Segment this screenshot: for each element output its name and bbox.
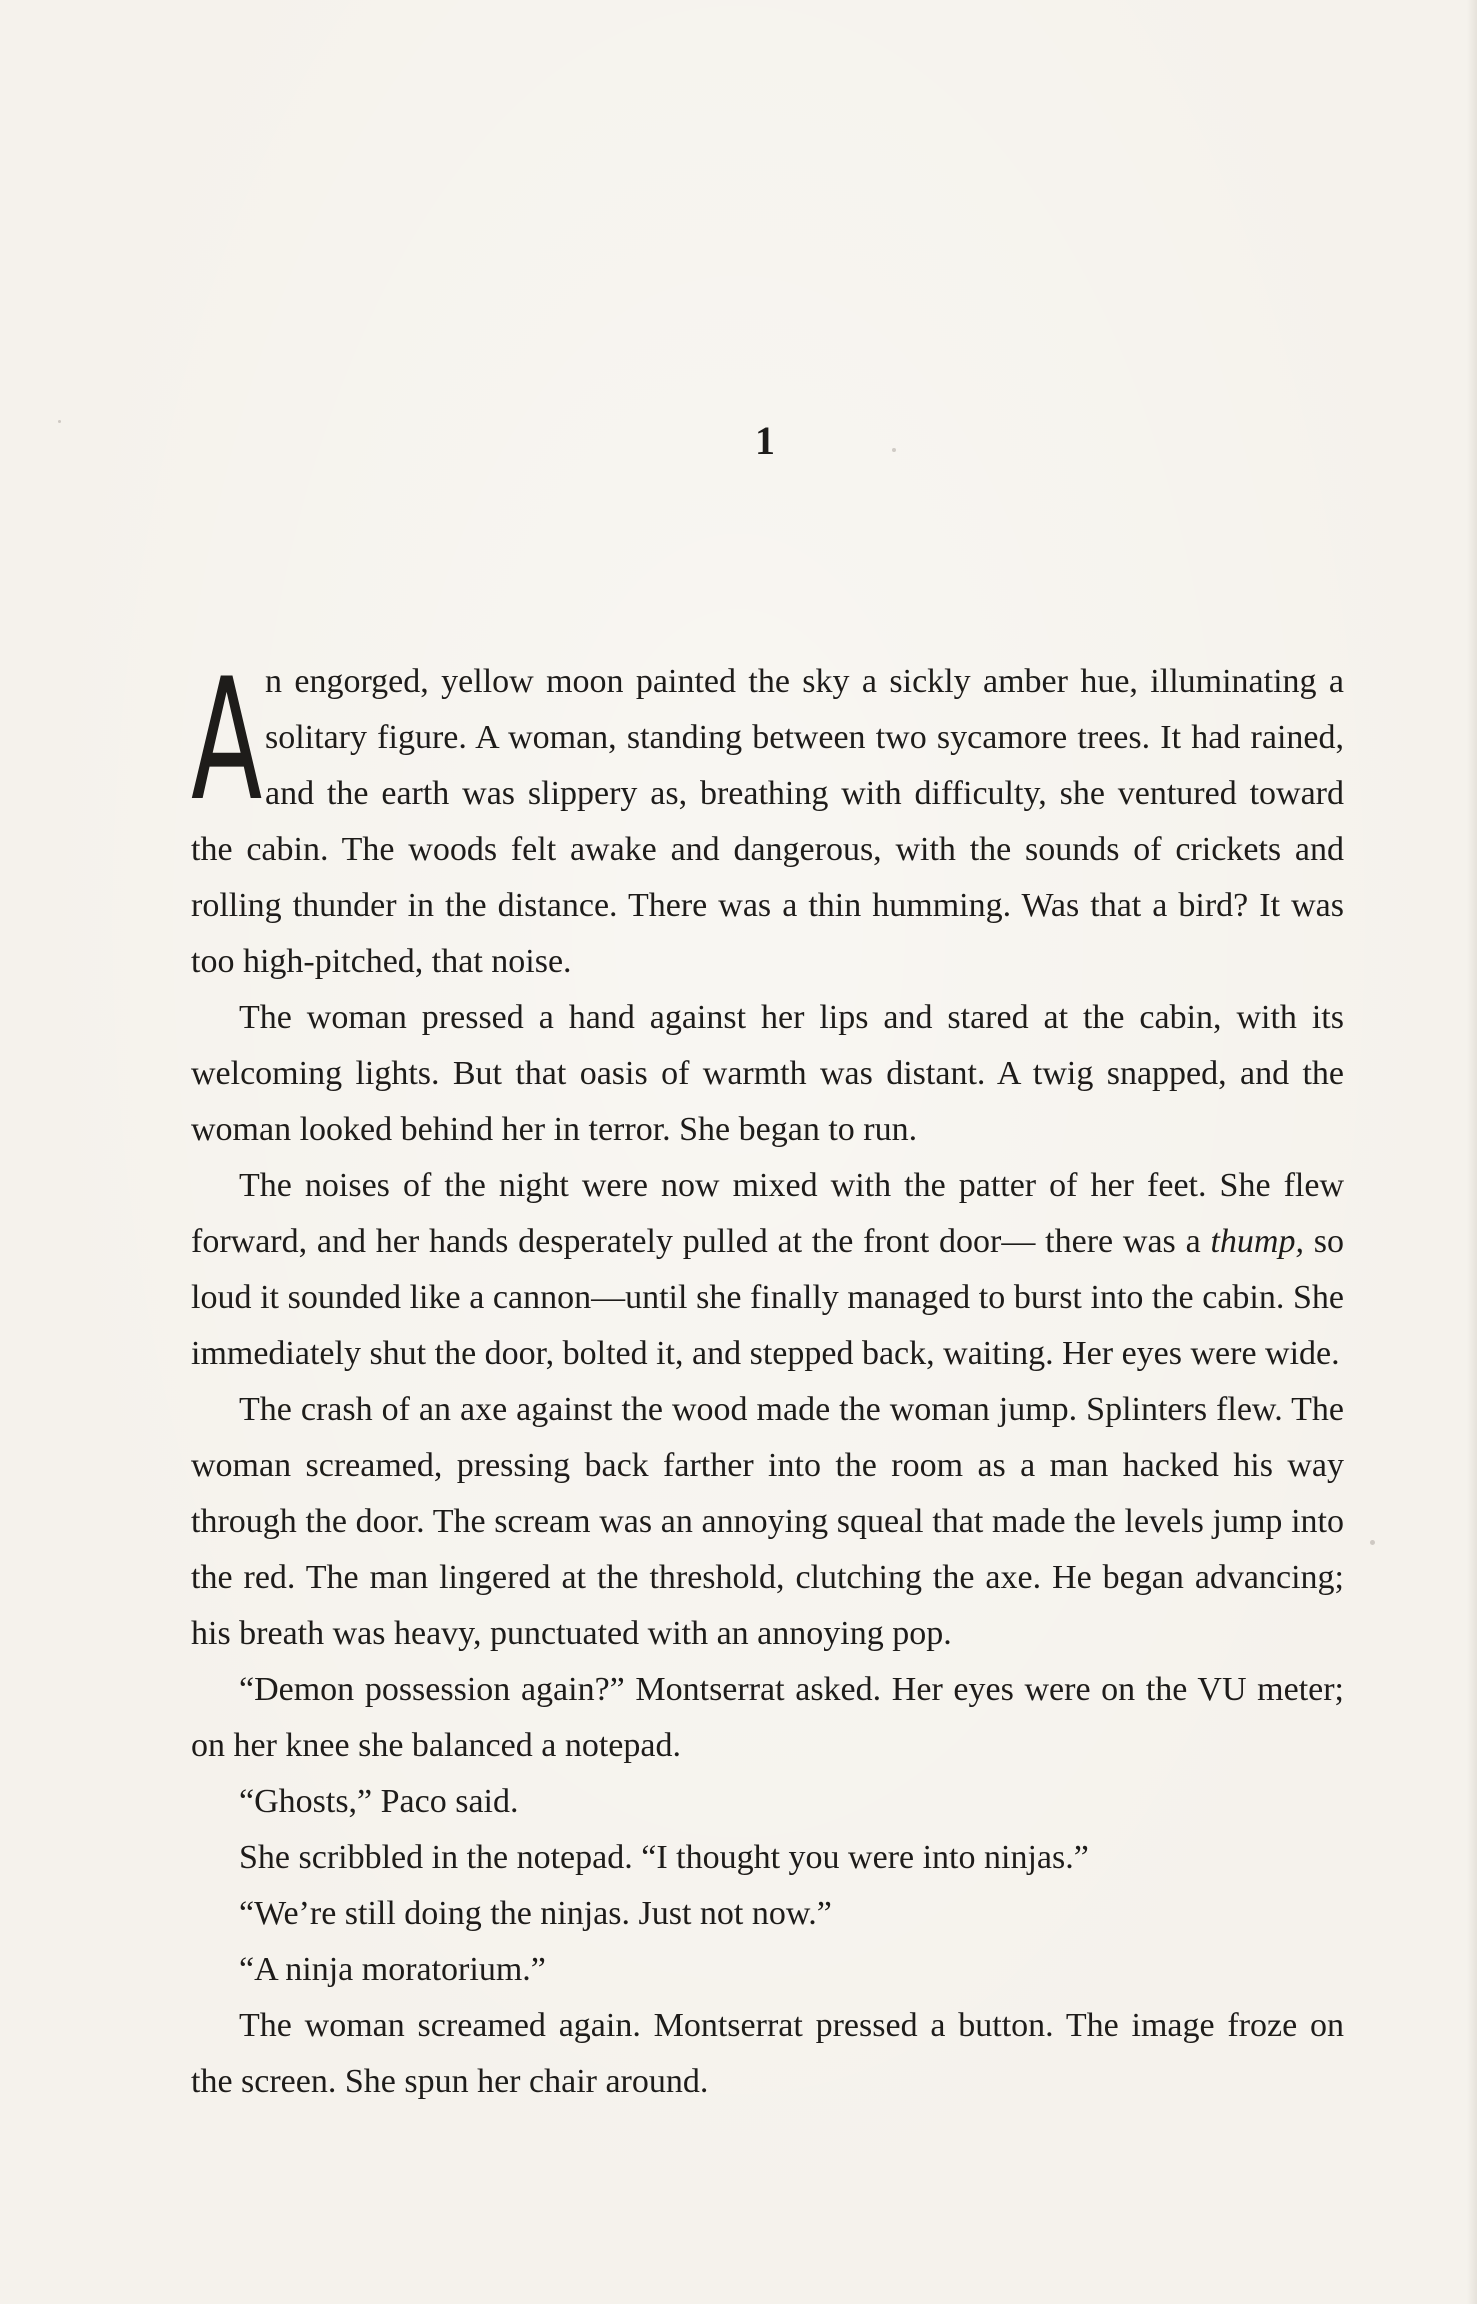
page-edge-shadow bbox=[1467, 0, 1477, 2304]
paragraph: The woman pressed a hand against her lips and stared at the cabin, with its welcoming lights. But that oasis of warmth was distant. A twig snapped, and the woman looked behind her in terror. She began to run. bbox=[191, 999, 1344, 1148]
paper-speck bbox=[1370, 1540, 1375, 1545]
opening-paragraph bbox=[191, 642, 1344, 990]
chapter-number: 1 bbox=[755, 418, 775, 463]
paragraph: The woman screamed again. Montserrat pressed a button. The image froze on the screen. She spun her chair around. bbox=[191, 2007, 1344, 2100]
paper-speck bbox=[892, 448, 896, 452]
paragraph: She scribbled in the notepad. “I thought you were into ninjas.” bbox=[239, 1839, 1089, 1876]
paper-speck bbox=[58, 420, 61, 423]
emphasis-text: thump, bbox=[1210, 1223, 1304, 1260]
paragraph: “Ghosts,” Paco said. bbox=[239, 1783, 519, 1820]
paragraph: “A ninja moratorium.” bbox=[239, 1951, 546, 1988]
opening-text: n engorged, yellow moon painted the sky a sickly amber hue, illuminating a solitary figure. A woman, standing between two sycamore trees. It had rained, and the earth was slippery as, breathing with difficulty, she ventured toward the cabin. The woods felt awake and dangerous, with the sounds of crickets and rolling thunder in the distance. There was a thin humming. Was that a bird? It was too high-pitched, that noise. bbox=[191, 663, 1344, 980]
paragraph-thump bbox=[191, 1158, 1344, 1382]
paragraph-text: so loud it sounded like a cannon—until she finally managed to burst into the cabin. She immediately shut the door, bolted it, and stepped back, waiting. Her eyes were wide. bbox=[191, 1223, 1344, 1372]
paragraph: “We’re still doing the ninjas. Just not now.” bbox=[239, 1895, 832, 1932]
paragraph-text: The noises of the night were now mixed with the patter of her feet. She flew forward, and her hands desperately pulled at the front door— there was a bbox=[191, 1167, 1344, 1260]
drop-cap: A bbox=[191, 642, 263, 838]
paragraph: “Demon possession again?” Montserrat asked. Her eyes were on the VU meter; on her knee she balanced a notepad. bbox=[191, 1671, 1344, 1764]
body-text bbox=[191, 642, 1344, 2110]
paragraph: The crash of an axe against the wood made the woman jump. Splinters flew. The woman screamed, pressing back farther into the room as a man hacked his way through the door. The scream was an annoying squeal that made the levels jump into the red. The man lingered at the threshold, clutching the axe. He began advancing; his breath was heavy, punctuated with an annoying pop. bbox=[191, 1391, 1344, 1652]
